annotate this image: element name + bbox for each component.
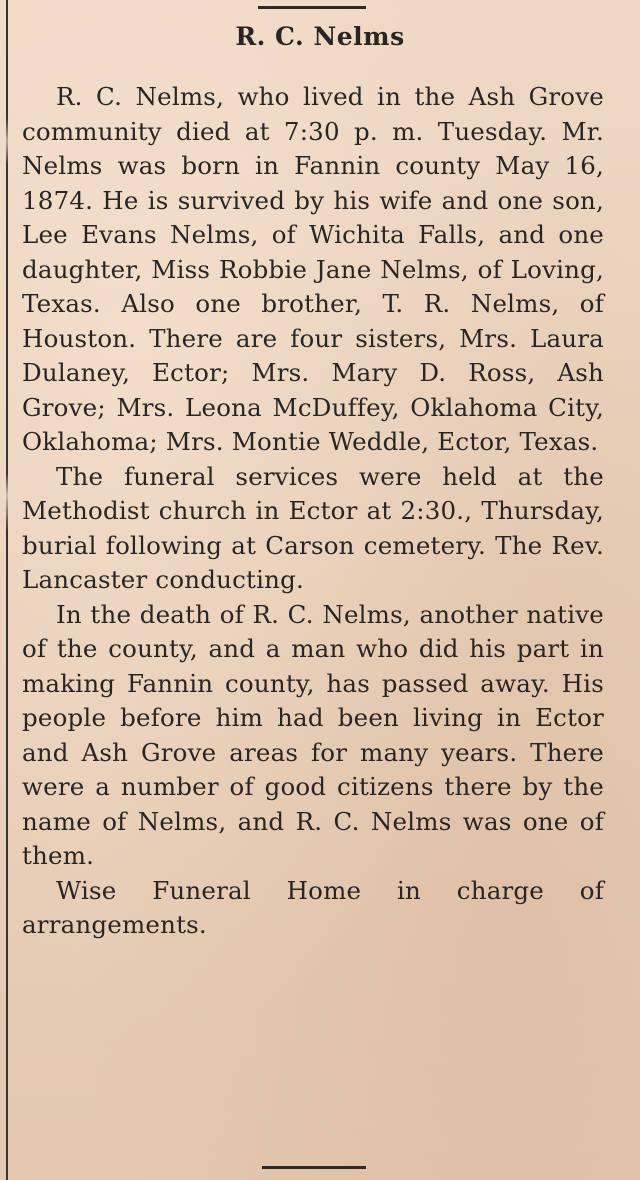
column-rule (6, 0, 8, 1180)
top-divider (258, 6, 366, 9)
paragraph-survivors: R. C. Nelms, who lived in the Ash Grove community died at 7:30 p. m. Tuesday. Mr. Nelms was born in Fannin county May 16, 1874. He is survived by his wife and one son, Lee Evans Nelms, of Wichita Falls, and one daughter, Miss Robbie Jane Nelms, of Loving, Texas. Also one brother, T. R. Nelms, of Houston. There are four sisters, Mrs. Laura Dulaney, Ector; Mrs. Mary D. Ross, Ash Grove; Mrs. Leona McDuffey, Oklahoma City, Oklahoma; Mrs. Montie Weddle, Ector, Texas. (22, 82, 604, 456)
obituary-body (22, 80, 604, 943)
bottom-divider (262, 1166, 366, 1169)
paragraph-tribute: In the death of R. C. Nelms, another native of the county, and a man who did his part in making Fannin county, has passed away. His people before him had been living in Ector and Ash Grove areas for many years. There were a number of good citizens there by the name of Nelms, and R. C. Nelms was one of them. (22, 599, 604, 870)
paragraph-funeral: The funeral services were held at the Methodist church in Ector at 2:30., Thursday, burial following at Carson cemetery. The Rev. Lancaster conducting. (22, 461, 604, 594)
headline: R. C. Nelms (235, 22, 405, 51)
paragraph-arrangements: Wise Funeral Home in charge of arrangements. (22, 875, 604, 939)
